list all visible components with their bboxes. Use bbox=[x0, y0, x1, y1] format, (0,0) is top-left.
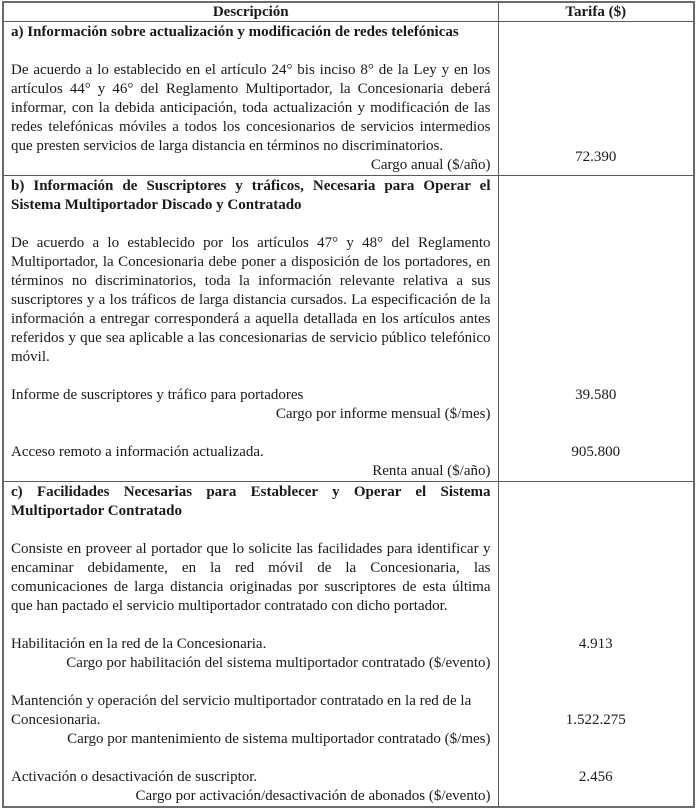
section-b-item-2-label: Acceso remoto a información actualizada. bbox=[11, 444, 264, 460]
tariff-value: 905.800 bbox=[571, 444, 621, 460]
table-header-row bbox=[3, 2, 694, 22]
header-description: Descripción bbox=[3, 2, 498, 22]
section-a-tariff bbox=[498, 22, 694, 176]
tariff-value: 2.456 bbox=[578, 769, 613, 785]
section-b-item-2-charge: Renta anual ($/año) bbox=[372, 463, 491, 479]
section-c-paragraph: Consiste en proveer al portador que lo solicite las facilidades para identificar y encaminar debidamente, en la red móvil de la Concesionaria, las comunicaciones de larga distancia originadas por suscriptores de esta última que han pactado el servicio multiportador contratado con dicho portador. bbox=[11, 541, 491, 614]
section-c-title: c) Facilidades Necesarias para Establecer y Operar el Sistema Multiportador Contratado bbox=[11, 484, 491, 519]
tariff-table bbox=[2, 1, 695, 808]
section-a-charge-label: Cargo anual ($/año) bbox=[370, 157, 491, 173]
tariff-value: 39.580 bbox=[575, 387, 617, 403]
tariff-value: 1.522.275 bbox=[565, 712, 626, 728]
section-c-item-2-label: Mantención y operación del servicio multiportador contratado en la red de la Concesionaria. bbox=[11, 693, 472, 728]
section-c-tariff bbox=[498, 482, 694, 808]
section-b-item-1-charge: Cargo por informe mensual ($/mes) bbox=[275, 406, 491, 422]
section-a-description bbox=[3, 22, 498, 176]
section-b-title: b) Información de Suscriptores y tráficos, Necesaria para Operar el Sistema Multiportador Discado y Contratado bbox=[11, 178, 491, 213]
section-row-a bbox=[3, 22, 694, 176]
section-b-paragraph: De acuerdo a lo establecido por los artículos 47° y 48° del Reglamento Multiportador, la Concesionaria debe poner a disposición de los portadores, en términos no discriminatorios, toda la información relevante relativa a sus suscriptores y a los tráficos de larga distancia cursados. La especificación de la información a entregar corresponderá a aquella detallada en los artículos antes referidos y que sea aplicable a las concesionarias de servicio público telefónico móvil. bbox=[11, 235, 491, 365]
section-c-item-1-label: Habilitación en la red de la Concesionaria. bbox=[11, 636, 267, 652]
section-row-c bbox=[3, 482, 694, 808]
tariff-value: 4.913 bbox=[578, 636, 613, 652]
header-tariff: Tarifa ($) bbox=[498, 2, 694, 22]
section-b-item-1-label: Informe de suscriptores y tráfico para portadores bbox=[11, 387, 304, 403]
tariff-value: 72.390 bbox=[575, 149, 617, 165]
section-b-description bbox=[3, 176, 498, 482]
section-b-tariff bbox=[498, 176, 694, 482]
section-c-item-3-charge: Cargo por activación/desactivación de abonados ($/evento) bbox=[135, 788, 491, 804]
section-a-paragraph: De acuerdo a lo establecido en el artículo 24° bis inciso 8° de la Ley y en los artículos 44° y 46° del Reglamento Multiportador, la Concesionaria deberá informar, con la debida anticipación, toda actualización y modificación de las redes telefónicas móviles a todos los concesionarios de servicios intermedios que presten servicios de larga distancia en términos no discriminatorios. bbox=[11, 62, 491, 154]
section-c-item-3-label: Activación o desactivación de suscriptor. bbox=[11, 769, 258, 785]
section-row-b bbox=[3, 176, 694, 482]
section-c-item-2-charge: Cargo por mantenimiento de sistema multiportador contratado ($/mes) bbox=[67, 731, 491, 747]
section-a-title: a) Información sobre actualización y modificación de redes telefónicas bbox=[11, 24, 459, 40]
section-c-description bbox=[3, 482, 498, 808]
section-c-item-1-charge: Cargo por habilitación del sistema multiportador contratado ($/evento) bbox=[66, 655, 491, 671]
